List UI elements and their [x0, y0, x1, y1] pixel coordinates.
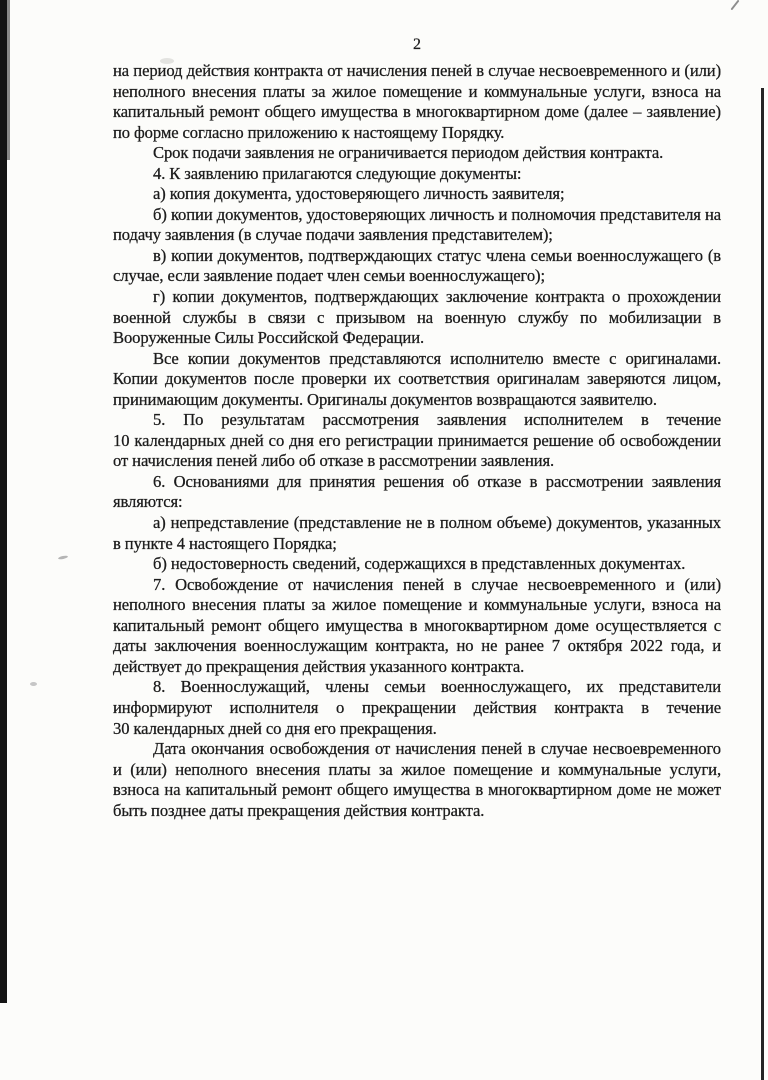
- paragraph-item-4g: г) копии документов, подтверждающих заключение контракта о прохождении военной службы в связи с призывом на военную службу по мобилизации в Вооруженные Силы Российской Федерации.: [113, 287, 721, 348]
- paragraph-item-6: 6. Основаниями для принятия решения об отказе в рассмотрении заявления являются:: [113, 471, 721, 512]
- paragraph-item-4: 4. К заявлению прилагаются следующие документы:: [153, 163, 522, 183]
- paragraph-end-date: Дата окончания освобождения от начисления пеней в случае несвоевременного и (или) неполного внесения платы за жилое помещение и коммунальные услуги, взноса на капитальный ремонт общего имущества в многоквартирном доме не может быть позднее даты прекращения действия контракта.: [113, 739, 721, 820]
- scan-border-right: [761, 88, 764, 1080]
- scan-speck: [30, 682, 37, 686]
- scan-speck: [58, 555, 68, 560]
- paragraph-continuation: на период действия контракта от начисления пеней в случае несвоевременного и (или) неполного внесения платы за жилое помещение и коммунальные услуги, взноса на капитальный ремонт общего имущества в многоквартирном доме (далее – заявление) по форме согласно приложению к настоящему Порядку.: [113, 61, 721, 142]
- paragraph-item-8: 8. Военнослужащий, члены семьи военнослужащего, их представители информируют исполнителя о прекращении действия контракта в течение 30 календарных дней со дня его прекращения.: [113, 677, 721, 738]
- paragraph-item-4v: в) копии документов, подтверждающих статус члена семьи военнослужащего (в случае, если заявление подает член семьи военнослужащего);: [113, 245, 721, 286]
- paragraph-item-4a: а) копия документа, удостоверяющего личность заявителя;: [153, 184, 565, 204]
- paragraph-item-5: 5. По результатам рассмотрения заявления исполнителем в течение 10 календарных дней со дня его регистрации принимается решение об освобождении от начисления пеней либо об отказе в рассмотрении заявления.: [113, 410, 721, 471]
- paragraph-item-6b: б) недостоверность сведений, содержащихся в представленных документах.: [153, 554, 686, 574]
- paragraph-item-7: 7. Освобождение от начисления пеней в случае несвоевременного и (или) неполного внесения платы за жилое помещение и коммунальные услуги, взноса на капитальный ремонт общего имущества в многоквартирном доме осуществляется с даты заключения военнослужащим контракта, но не ранее 7 октября 2022 года, и действует до прекращения действия указанного контракта.: [113, 574, 721, 676]
- paragraph-item-4b: б) копии документов, удостоверяющих личность и полномочия представителя на подачу заявления (в случае подачи заявления представителем);: [113, 204, 721, 245]
- page-number: 2: [413, 36, 421, 53]
- scan-border-left: [0, 0, 7, 1003]
- paragraph-originals-note: Все копии документов представляются исполнителю вместе с оригиналами. Копии документов после проверки их соответствия оригиналам заверяются лицом, принимающим документы. Оригиналы документов возвращаются заявителю.: [113, 348, 721, 409]
- document-body: [113, 61, 721, 821]
- scan-artifact-slash: [731, 0, 740, 10]
- paragraph-deadline-note: Срок подачи заявления не ограничивается периодом действия контракта.: [153, 143, 664, 163]
- paragraph-item-6a: а) непредставление (представление не в полном объеме) документов, указанных в пункте 4 настоящего Порядка;: [113, 513, 721, 553]
